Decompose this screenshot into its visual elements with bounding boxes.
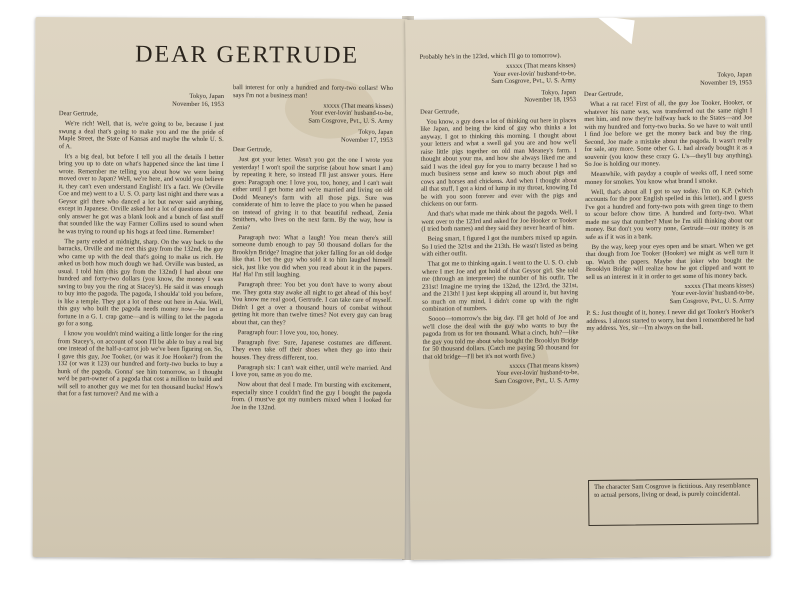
letter2-paragraph: Now about that deal I made. I'm bursting with excitement, especially since I couldn't find the guy I bought the pagoda from. (I must've got my numbers mixed when I looked for Joe in the 132nd. <box>231 381 392 411</box>
signature-line: Sam Cosgrove, Pvt., U. S. Army <box>494 376 580 385</box>
letter2-salutation: Dear Gertrude, <box>232 146 272 154</box>
torn-corner <box>592 16 635 44</box>
right-page <box>405 16 771 560</box>
dateline-city: Tokyo, Japan <box>189 92 225 101</box>
letter2-paragraph: Paragraph four: I love you, too, honey. <box>237 328 339 337</box>
letter2-continuation: Probably he's in the 123rd, which I'll go to tomorrow). <box>419 52 562 61</box>
fiction-disclaimer-box: The character Sam Cosgrove is fictitious. Any resemblance to actual persons, living or dead, is purely coincidental. <box>588 478 758 526</box>
closing-line: Your ever-lovin' husband-to-be, <box>310 109 393 117</box>
letter3-paragraph: That got me to thinking again. I went to the U. S. O. club where I met Joe and got hold of that Geysor girl. She told me (through an interpreter) the number of his outfit. The 231st! Imagine me trying the 132nd, the 123rd, the 321st, and the 213th! I just kept skipping all around it, but having so much on my mind, I didn't come up with the right combination of numbers. <box>421 259 579 313</box>
letter2-paragraph: Paragraph two: What a laugh! You mean there's still someone dumb enough to pay 50 thousand dollars for the Brooklyn Bridge? Imagine that joker falling for an old dodge like that. I bet the guy who sold it to him laughed himself sick, just like you did when you read about it in the papers. Ha! Ha! I'm still laughing. <box>232 233 393 279</box>
letter2-dateline <box>233 128 393 144</box>
letter2-signature-block <box>420 62 576 86</box>
letter1-salutation: Dear Gertrude, <box>58 110 98 118</box>
dateline-city: Tokyo, Japan <box>717 71 752 79</box>
letter2-paragraph: Paragraph five: Sure, Japanese costumes are different. They even take off their shoes when they go into their houses. They dress different, too. <box>231 338 392 362</box>
letter1-column <box>57 89 224 550</box>
dateline-date: November 18, 1953 <box>524 96 577 104</box>
dateline-city: Tokyo, Japan <box>358 128 393 136</box>
letter4-paragraph: Well, that's about all I got to say today. I'm on K.P. (which accounts for the poor English spelled in this letter), and I guess I've got a hundred and forty-two pots with green tinge to them to scour before chow time. A hundred and forty-two. What made me say that number? Must be I'm still thinking about our money. But don't you worry none, Gertrude—our money is as safe as if it was in a bank. <box>585 186 754 241</box>
letter2-column <box>231 84 393 551</box>
closing-line: Your ever-lovin' husband-to-be, <box>496 369 579 377</box>
letter1-continuation: ball interest for only a hundred and forty-two collars! Who says I'm not a business man! <box>232 84 394 99</box>
letter4-dateline <box>584 71 752 88</box>
left-page <box>33 17 408 559</box>
letter3-paragraph: Soooo—tomorrow's the big day. I'll get hold of Joe and we'll close the deal with the guy who wants to buy the pagoda from us for ten thousand. What a cinch, huh?—like the guy you told me about who bought the Brooklyn Bridge for 50 thousand dollars. (Catch me paying 50 thousand for that old bridge—I'll bet it's not worth five.) <box>422 314 579 361</box>
letter3-salutation: Dear Gertrude, <box>420 107 460 116</box>
letter3-signature-block <box>423 362 579 386</box>
letter4-paragraph: What a rat race! First of all, the guy Joe Tooker, Hooker, or whatever his name was, was transferred out the same night I met him, and now they're halfway back to the States—and Joe with my hundred and forty-two bucks. So we have to wait until I find Joe before we get the money back and buy the ring. Second, Joe made a mistake about the pagoda. It wasn't really for sale, any more. Some other G. I. had already bought it as a souvenir (you know these crazy G. I.'s—they'll buy anything). So Joe is holding our money. <box>584 99 753 169</box>
dateline-city: Tokyo, Japan <box>541 88 576 96</box>
letter3-paragraph: You know, a guy does a lot of thinking out here in places like Japan, and being the kind of guy who thinks a lot anyway, I got to thinking this morning. I thought about your letters and what a swell gal you are and how we'll raise little pigs together on old man Meaney's farm. I thought about your ma, and how she always liked me and said I was the ideal guy for you to marry because I had so much business sense and knew so much about pigs and cows and horses and chickens. And when I thought about all that stuff, I got a kind of lump in my throat, knowing I'd be with you soon forever and ever with the pigs and chickens on our farm. <box>420 116 578 208</box>
letter4-paragraph: Meanwhile, with payday a couple of weeks off, I need some money for smokes. You know what brand I smoke. <box>584 169 753 186</box>
signature-line: Sam Cosgrove, Pvt., U. S. Army <box>491 77 576 86</box>
letter4-signature-block <box>586 282 754 306</box>
closing-line: Your ever-lovin' husband-to-be, <box>493 69 576 78</box>
postscript: P. S.: Just thought of it, honey. I never did get Tooker's Hooker's address. I almost started to worry, but then I remembered he had my address. Yes, sir—I'm always on the ball. <box>586 308 755 333</box>
letter2-paragraph: Just got your letter. Wasn't you got the one I wrote you yesterday! I won't spoil the surprise (about how smart I am) by repeating it here, so instead I'll just answer yours. Here goes: Paragraph one: I love you, too, honey, and I can't wait either until I get home and we're married and living on old Dodd Meaney's farm with all those pigs. Sure was considerate of him to leave the place to you when he passed on instead of giving it to that beautiful redhead, Zenia Smithers, who lives on the next farm. By the way, how is Zenia? <box>232 156 393 231</box>
letter3-paragraph: And that's what made me think about the pagoda. Well, I went over to the 123rd and asked for Joe Hooker or Tooker (I tried both names) and they said they never heard of him. <box>421 209 578 233</box>
kisses-line: xxxxx (That means kisses) <box>323 102 393 110</box>
kisses-line: xxxxx (That means kisses) <box>506 62 576 70</box>
dateline-date: November 17, 1953 <box>340 136 393 144</box>
signature-line: Sam Cosgrove, Pvt., U. S. Army <box>308 116 393 125</box>
letter4-paragraph: By the way, keep your eyes open and be smart. When we get that dough from Joe Tooker (Hooker) we might as well turn it up. Watch the papers. Maybe that joker who bought the Brooklyn Bridge will realize how he got clipped and want to sell us an interest in it in order to get some of his money back. <box>585 241 754 281</box>
letter1-signature-block <box>233 102 393 125</box>
dateline-date: November 19, 1953 <box>700 78 752 87</box>
closing-line: Your ever-lovin' husband-to-be, <box>671 289 755 298</box>
letter1-paragraph: The party ended at midnight, sharp. On the way back to the barracks, Orville and me met this guy from the 132nd, the guy who came up with the deal that's going to make us rich. He asked us both how much dough we had. Orville was busted, as usual. I told him (this guy from the 132nd) I had about one hundred and forty-two dollars (you know, the money I was saving to buy you the ring at Stacey's). He said it was enough to buy into the pagoda. The pagoda, I shoulda' told you before, is like a temple. They got a lot of these out here in Asia. Well, this guy who built the pagoda needs money now—he lost a fortune in a G. I. crap game—and is willing to let the pagoda go for a song. <box>57 237 224 328</box>
kisses-line: xxxxx (That means kisses) <box>684 281 755 290</box>
letter3-dateline <box>420 89 576 106</box>
letter4-salutation: Dear Gertrude, <box>583 90 623 99</box>
letter3-paragraph: Being smart, I figured I got the numbers mixed up again. So I tried the 321st and the 213th. He wasn't listed as being with either outfit. <box>421 234 578 258</box>
letter2-paragraph: Paragraph six: I can't wait either, until we're married. And I love you, same as you do me. <box>231 363 392 379</box>
signature-line: Sam Cosgrove, Pvt., U. S. Army <box>669 296 755 305</box>
letter2-paragraph: Paragraph three: You bet you don't have to worry about me. They gotta stay awake all night to get ahead of this boy! You know me real good, Gertrude. I can take care of myself. Didn't I get a over a thousand hours of combat without getting hit more than twelve times? Not every guy can brag about that, can they? <box>231 281 393 326</box>
page-title: DEAR GERTRUDE <box>135 41 360 69</box>
letter1-dateline <box>59 92 224 108</box>
letter1-paragraph: We're rich! Well, that is, we're going to be, because I just swung a deal that's going to make you and me the pride of Maple Street, the State of Kansas and maybe the whole U. S. of A. <box>58 120 224 150</box>
kisses-line: xxxxx (That means kisses) <box>509 361 579 370</box>
letter1-paragraph: I know you wouldn't mind waiting a little longer for the ring from Stacey's, on account of soon I'll be able to buy a real big one instead of the half-a-carrot job we've been figuring on. So, I gave this guy, Joe Tooker, (or was it Joe Hooker?) from the 132 (or was it 123) our hundred and forty-two bucks to buy a hunk of the pagoda. Gonna' see him tomorrow, so I thought we'd be part-owner of a pagoda that cost a million to build and will sell to another guy we met for ten thousand bucks! How's that for a fast turnover? And me with a <box>57 330 223 398</box>
letter1-paragraph: It's a big deal, but before I tell you all the details I better bring you up to date on what's happened since the last time I wrote. Remember me telling you about how we were being moved over to Japan? Well, we're here, and would you believe it, they can't even understand English! It's a fact. We (Orville Coe and me) went to a U. S. O. party last night and there was a Geysor girl there who danced a lot but never said anything, except in Japanese. Orville asked her a lot of questions and the only answer he got was a blank look and a bunch of fast stuff that sounded like the way Farmer Collins used to sound when he was trying to round up his hogs at feed time. Remember! <box>58 152 224 236</box>
letter3-column <box>420 52 581 552</box>
dateline-date: November 16, 1953 <box>172 100 224 108</box>
letter4-column <box>584 68 756 470</box>
